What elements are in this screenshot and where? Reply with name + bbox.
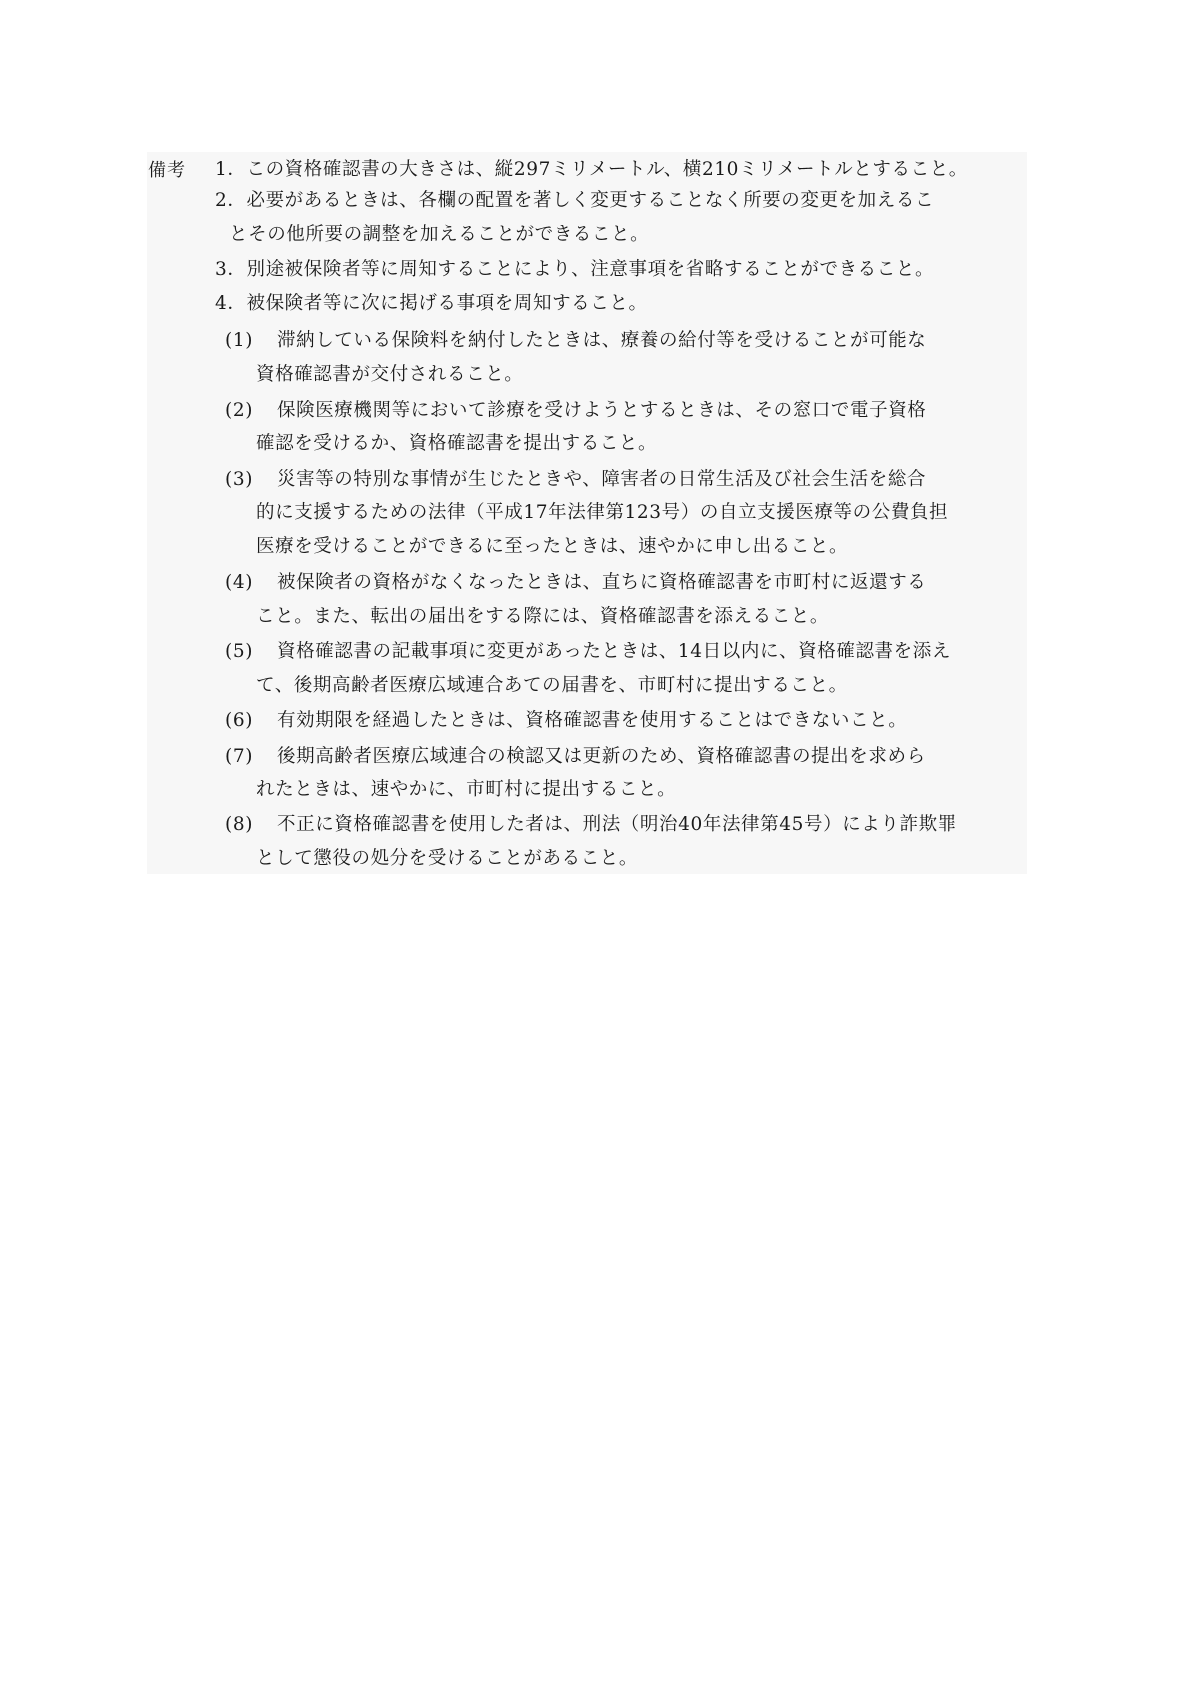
subitem-text: 災害等の特別な事情が生じたときや、障害者の日常生活及び社会生活を総合 xyxy=(277,469,927,490)
subitem-3-line-3: 医療を受けることができるに至ったときは、速やかに申し出ること。 xyxy=(256,536,849,557)
subitem-number: (1) xyxy=(225,330,254,351)
note-item-4 xyxy=(215,289,648,319)
subitem-text: 滞納している保険料を納付したときは、療養の給付等を受けることが可能な xyxy=(277,330,927,351)
note-item-text: 別途被保険者等に周知することにより、注意事項を省略することができること。 xyxy=(246,259,935,280)
subitem-number: (4) xyxy=(225,572,254,593)
subitem-8 xyxy=(225,810,957,840)
subitem-text: 被保険者の資格がなくなったときは、直ちに資格確認書を市町村に返還する xyxy=(277,572,927,593)
subitem-5 xyxy=(225,637,951,667)
subitem-number: (8) xyxy=(225,814,254,835)
note-item-3 xyxy=(215,255,934,285)
subitem-number: (2) xyxy=(225,400,254,421)
note-item-1 xyxy=(215,155,968,185)
subitem-text: 有効期限を経過したときは、資格確認書を使用することはできないこと。 xyxy=(277,710,908,731)
note-item-text: この資格確認書の大きさは、縦297ミリメートル、横210ミリメートルとすること。 xyxy=(246,159,968,180)
subitem-number: (3) xyxy=(225,469,254,490)
subitem-8-line-2: として懲役の処分を受けることがあること。 xyxy=(256,848,639,869)
note-item-2 xyxy=(215,186,934,216)
subitem-7-line-2: れたときは、速やかに、市町村に提出すること。 xyxy=(256,779,677,800)
subitem-number: (7) xyxy=(225,746,254,767)
subitem-5-line-2: て、後期高齢者医療広域連合あての届書を、市町村に提出すること。 xyxy=(256,675,848,696)
subitem-4 xyxy=(225,568,926,598)
subitem-7 xyxy=(225,742,926,772)
subitem-text: 保険医療機関等において診療を受けようとするときは、その窓口で電子資格 xyxy=(277,400,927,421)
note-item-number: 3． xyxy=(215,259,247,280)
subitem-1 xyxy=(225,326,926,356)
note-item-text: 被保険者等に次に掲げる事項を周知すること。 xyxy=(246,293,648,314)
subitem-4-line-2: こと。また、転出の届出をする際には、資格確認書を添えること。 xyxy=(256,606,830,627)
note-item-2-continuation: とその他所要の調整を加えることができること。 xyxy=(229,224,650,245)
note-item-number: 1． xyxy=(215,159,247,180)
subitem-3-line-2: 的に支援するための法律（平成17年法律第123号）の自立支援医療等の公費負担 xyxy=(256,502,949,523)
subitem-number: (5) xyxy=(225,641,254,662)
subitem-text: 資格確認書の記載事項に変更があったときは、14日以内に、資格確認書を添え xyxy=(277,641,951,662)
subitem-text: 後期高齢者医療広域連合の検認又は更新のため、資格確認書の提出を求めら xyxy=(277,746,926,767)
subitem-number: (6) xyxy=(225,710,254,731)
note-item-text: 必要があるときは、各欄の配置を著しく変更することなく所要の変更を加えるこ xyxy=(246,190,935,211)
note-item-number: 2． xyxy=(215,190,247,211)
subitem-2 xyxy=(225,396,926,426)
notes-label: 備考 xyxy=(148,160,186,181)
subitem-2-line-2: 確認を受けるか、資格確認書を提出すること。 xyxy=(256,433,658,454)
subitem-6 xyxy=(225,706,907,736)
note-item-number: 4． xyxy=(215,293,247,314)
subitem-1-line-2: 資格確認書が交付されること。 xyxy=(256,364,524,385)
subitem-3 xyxy=(225,465,926,495)
subitem-text: 不正に資格確認書を使用した者は、刑法（明治40年法律第45号）により詐欺罪 xyxy=(277,814,957,835)
